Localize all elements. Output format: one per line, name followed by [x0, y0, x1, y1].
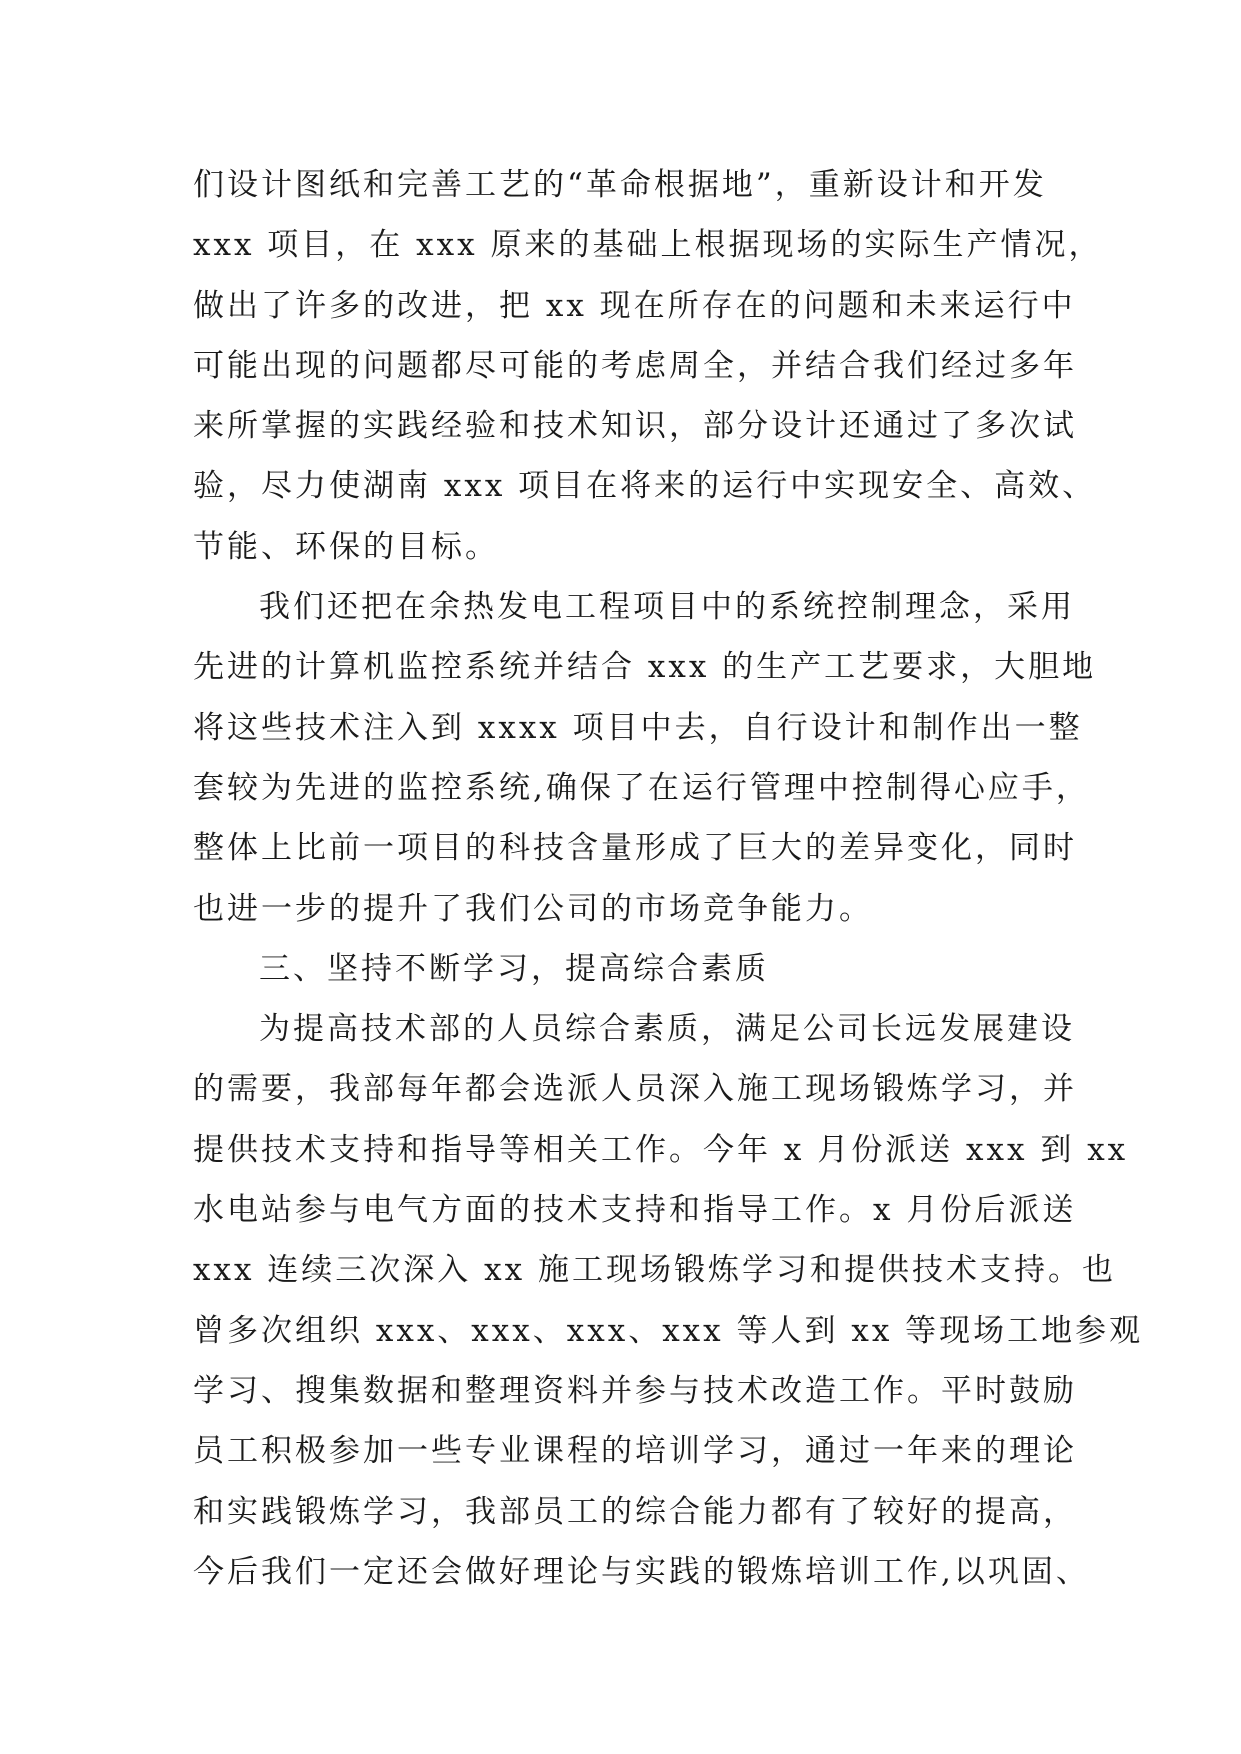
- text-line: 和实践锻炼学习，我部员工的综合能力都有了较好的提高，: [193, 1493, 1077, 1530]
- text-line: xxx 连续三次深入 xx 施工现场锻炼学习和提供技术支持。也: [193, 1252, 1116, 1289]
- text-line: 今后我们一定还会做好理论与实践的锻炼培训工作,以巩固、: [193, 1553, 1090, 1590]
- text-line: 们设计图纸和完善工艺的“革命根据地”，重新设计和开发: [193, 167, 1047, 203]
- text-line: 整体上比前一项目的科技含量形成了巨大的差异变化，同时: [193, 830, 1077, 867]
- text-line: 将这些技术注入到 xxxx 项目中去，自行设计和制作出一整: [193, 709, 1083, 746]
- document-body: [193, 155, 1144, 1602]
- section-heading: 三、坚持不断学习，提高综合素质: [259, 950, 769, 987]
- text-line: 学习、搜集数据和整理资料并参与技术改造工作。平时鼓励: [193, 1372, 1077, 1409]
- text-line: 提供技术支持和指导等相关工作。今年 x 月份派送 xxx 到 xx: [193, 1131, 1129, 1168]
- text-line: 可能出现的问题都尽可能的考虑周全，并结合我们经过多年: [193, 347, 1077, 384]
- paragraph-first-line: 我们还把在余热发电工程项目中的系统控制理念，采用: [259, 589, 1075, 626]
- text-line: 员工积极参加一些专业课程的培训学习，通过一年来的理论: [193, 1433, 1077, 1470]
- text-line: 曾多次组织 xxx、xxx、xxx、xxx 等人到 xx 等现场工地参观: [193, 1312, 1144, 1349]
- text-line: 来所掌握的实践经验和技术知识，部分设计还通过了多次试: [193, 408, 1077, 445]
- text-line: xxx 项目，在 xxx 原来的基础上根据现场的实际生产情况，: [193, 227, 1103, 264]
- text-line: 做出了许多的改进，把 xx 现在所存在的问题和未来运行中: [193, 287, 1076, 324]
- text-line: 也进一步的提升了我们公司的市场竞争能力。: [193, 890, 873, 927]
- paragraph-first-line: 为提高技术部的人员综合素质，满足公司长远发展建设: [259, 1011, 1075, 1048]
- text-line: 套较为先进的监控系统,确保了在运行管理中控制得心应手，: [193, 769, 1090, 806]
- text-line: 验，尽力使湖南 xxx 项目在将来的运行中实现安全、高效、: [193, 468, 1097, 505]
- text-line: 的需要，我部每年都会选派人员深入施工现场锻炼学习，并: [193, 1071, 1077, 1108]
- text-line: 节能、环保的目标。: [193, 528, 499, 565]
- text-line: 先进的计算机监控系统并结合 xxx 的生产工艺要求，大胆地: [193, 649, 1097, 686]
- text-line: 水电站参与电气方面的技术支持和指导工作。x 月份后派送: [193, 1192, 1077, 1229]
